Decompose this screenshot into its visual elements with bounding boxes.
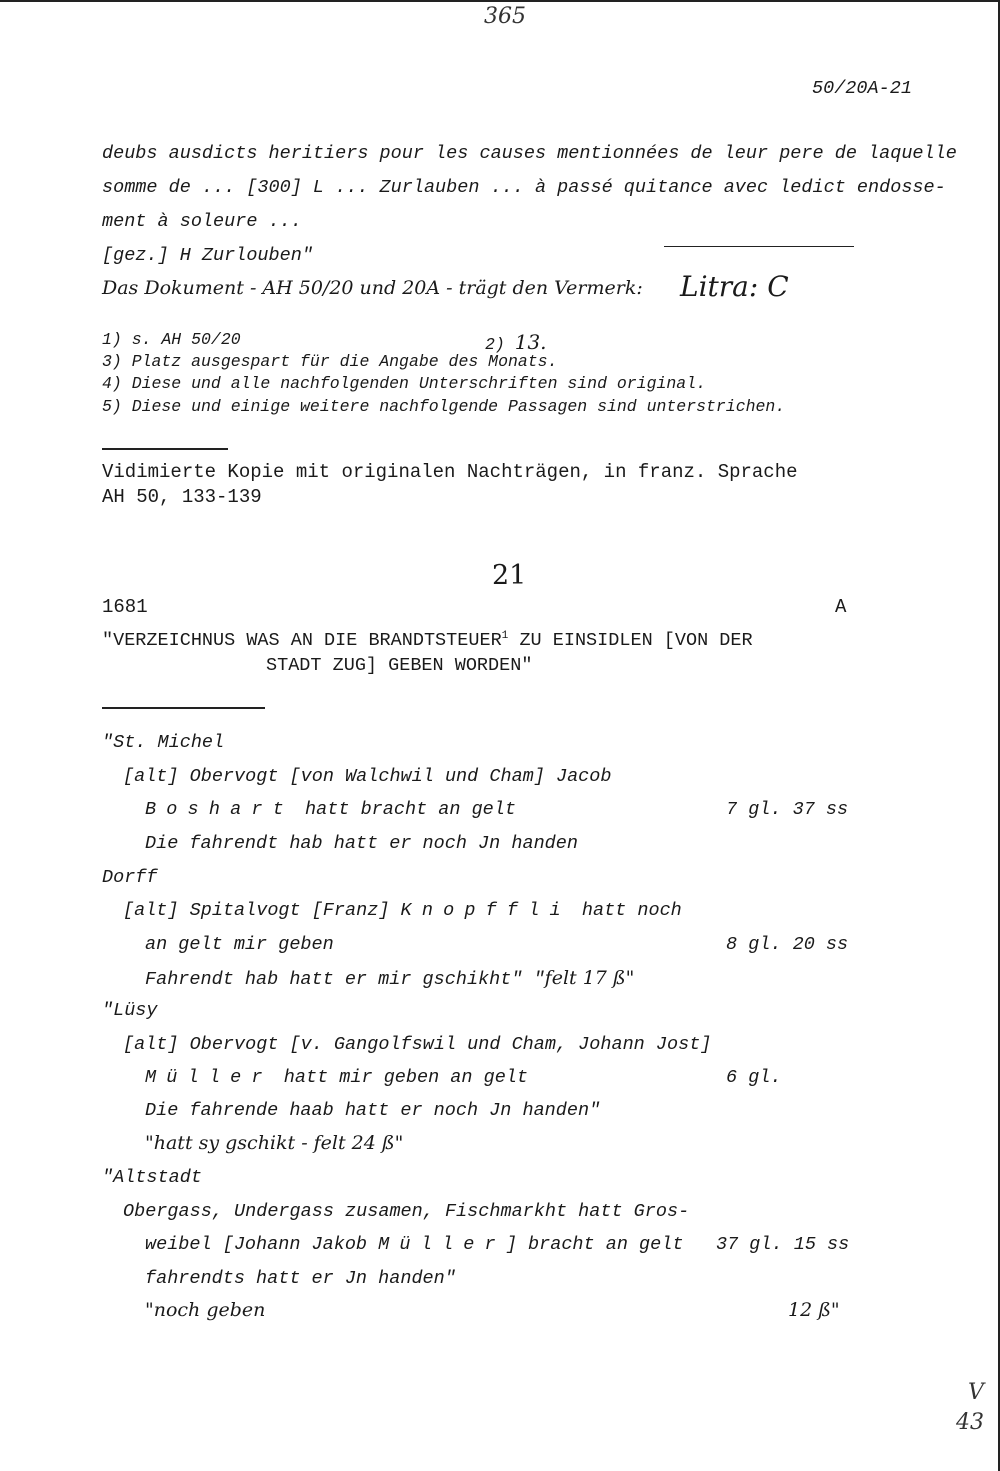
- footnote-4: 4) Diese und alle nachfolgenden Unterschriften sind original.: [102, 374, 706, 393]
- amount-muller: 6 gl.: [726, 1067, 782, 1088]
- entry-title-part-a: "VERZEICHNUS WAS AN DIE BRANDTSTEUER: [102, 630, 502, 651]
- body-line-st-michel: "St. Michel: [102, 732, 225, 753]
- vermerk-prefix: Das Dokument - AH 50/20 und 20A - trägt den Vermerk:: [102, 277, 643, 299]
- handwritten-page-number: 365: [484, 4, 526, 29]
- signature-line: [gez.] H Zurlouben": [102, 245, 313, 266]
- body-line-boshart-rest: hatt bracht an gelt: [293, 799, 516, 820]
- margin-check-mark: V: [968, 1380, 984, 1405]
- footnote-2-label: 2): [485, 335, 505, 354]
- footnote-1: [102, 330, 241, 349]
- body-line-spitalvogt-pre: [alt] Spitalvogt [Franz]: [123, 900, 401, 921]
- amount-boshart: 7 gl. 37 ss: [726, 799, 849, 820]
- body-line-obergass: Obergass, Undergass zusamen, Fischmarkht hatt Gros-: [123, 1201, 690, 1222]
- name-muller-johann-jakob: Müller: [378, 1234, 506, 1255]
- entry-title-footnote: 1: [501, 629, 509, 642]
- source-separator: [102, 448, 228, 450]
- body-line-an-gelt: an gelt mir geben: [145, 934, 334, 955]
- body-line-muller-rest: hatt mir geben an gelt: [272, 1067, 529, 1088]
- body-line-gschikht-handwritten: felt 17 ß": [544, 967, 635, 989]
- body-line-hatt-sy-gschikt: "hatt sy gschikt - felt 24 ß": [145, 1132, 404, 1154]
- name-muller: Müller: [145, 1067, 273, 1088]
- body-line-dorff: Dorff: [102, 867, 158, 888]
- margin-page-count: 43: [956, 1410, 984, 1435]
- body-line-lusy: "Lüsy: [102, 1000, 158, 1021]
- french-text-line-2: somme de ... [300] L ... Zurlauben ... à passé quitance avec ledict endosse-: [102, 177, 946, 198]
- body-line-spitalvogt: [123, 900, 682, 921]
- body-line-grosweibel: [145, 1234, 683, 1255]
- scan-border-top: [0, 0, 1000, 2]
- amount-knopffli: 8 gl. 20 ss: [726, 934, 849, 955]
- entry-year: 1681: [102, 596, 148, 618]
- body-line-fahrendts: fahrendts hatt er Jn handen": [145, 1268, 456, 1289]
- body-line-spitalvogt-rest: hatt noch: [570, 900, 682, 921]
- body-line-obervogt-gangolfswil: [alt] Obervogt [v. Gangolfswil und Cham, Johann Jost]: [123, 1034, 712, 1055]
- footnote-3: 3) Platz ausgespart für die Angabe des Monats.: [102, 352, 558, 371]
- vermerk-handwritten: Litra: C: [680, 270, 789, 303]
- body-line-gschikht-text: Fahrendt hab hatt er mir gschikht" ": [145, 969, 545, 990]
- entry-title-part-b: ZU EINSIDLEN [VON DER: [508, 630, 753, 651]
- body-line-muller: [145, 1067, 528, 1088]
- entry-letter: A: [835, 596, 847, 618]
- title-separator: [102, 707, 265, 709]
- footnote-5: 5) Diese und einige weitere nachfolgende Passagen sind unterstrichen.: [102, 397, 786, 416]
- body-line-gschikht: [145, 967, 634, 990]
- body-line-boshart: [145, 799, 516, 820]
- vermerk-line: [102, 277, 643, 299]
- entry-title: [102, 630, 753, 651]
- french-text-line-1: deubs ausdicts heritiers pour les causes mentionnées de leur pere de laquelle: [102, 143, 957, 164]
- body-line-grosweibel-pre: weibel [Johann Jakob: [145, 1234, 379, 1255]
- footnote-1-text: 1) s. AH 50/20: [102, 330, 241, 349]
- entry-title-line-2: STADT ZUG] GEBEN WORDEN": [266, 655, 533, 676]
- body-line-obervogt-walchwil: [alt] Obervogt [von Walchwil und Cham] Jacob: [123, 766, 612, 787]
- amount-grosweibel: 37 gl. 15 ss: [716, 1234, 850, 1255]
- french-text-line-3: ment à soleure ...: [102, 211, 302, 232]
- archive-reference: 50/20A-21: [812, 78, 912, 99]
- name-boshart: Boshart: [145, 799, 294, 820]
- source-line-1: Vidimierte Kopie mit originalen Nachträgen, in franz. Sprache: [102, 461, 798, 483]
- entry-number: 21: [492, 560, 527, 591]
- annotation-rule: [664, 246, 854, 247]
- body-line-grosweibel-rest: ] bracht an gelt: [505, 1234, 684, 1255]
- body-line-fahrendt-hab: Die fahrendt hab hatt er noch Jn handen: [145, 833, 578, 854]
- amount-noch-geben: 12 ß": [788, 1299, 840, 1321]
- body-line-noch-geben: "noch geben: [145, 1299, 266, 1321]
- name-knopffli: Knopffli: [400, 900, 571, 921]
- body-line-fahrende-haab: Die fahrende haab hatt er noch Jn handen": [145, 1100, 601, 1121]
- footnote-2-handwritten: 13.: [514, 330, 547, 354]
- footnote-2: [485, 330, 547, 354]
- body-line-altstadt: "Altstadt: [102, 1167, 202, 1188]
- source-line-2: AH 50, 133-139: [102, 486, 262, 508]
